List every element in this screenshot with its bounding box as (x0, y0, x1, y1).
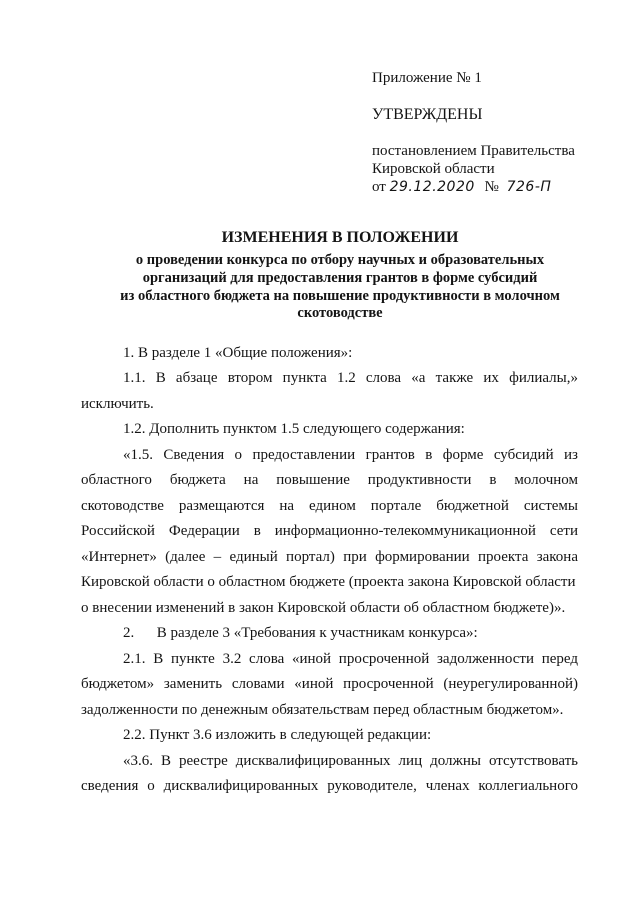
body-line-1: 1. В разделе 1 «Общие положения»: (123, 345, 353, 361)
body-line-18: сведения о дисквалифицированных руководителе, членах коллегиального (81, 778, 578, 794)
body-line-13: 2.1. В пункте 3.2 слова «иной просроченной задолженности перед (123, 651, 578, 667)
decree-date-line (372, 177, 551, 197)
body-line-3: исключить. (81, 396, 154, 412)
body-line-5: «1.5. Сведения о предоставлении грантов в форме субсидий из (123, 447, 578, 463)
subtitle-line-1: о проведении конкурса по отбору научных и образовательных (135, 252, 545, 268)
body-line-11: о внесении изменений в закон Кировской области об областном бюджете)». (81, 600, 566, 616)
body-line-12: 2. В разделе 3 «Требования к участникам конкурса»: (123, 625, 478, 641)
subtitle-line-4: скотоводстве (297, 305, 383, 321)
body-line-8: Российской Федерации в информационно-телекоммуникационной сети (81, 523, 578, 539)
body-line-6: областного бюджета на повышение продуктивности в молочном (81, 472, 578, 488)
body-line-9: «Интернет» (далее – единый портал) при формировании проекта закона (81, 549, 578, 565)
number-prefix: № (484, 179, 499, 195)
body-line-17: «3.6. В реестре дисквалифицированных лиц должны отсутствовать (123, 753, 578, 769)
document-title: ИЗМЕНЕНИЯ В ПОЛОЖЕНИИ (221, 229, 459, 246)
body-line-14: бюджетом» заменить словами «иной просроченной (неурегулированной) (81, 676, 578, 692)
body-line-10: Кировской области о областном бюджете (проекта закона Кировской области (81, 574, 576, 590)
body-line-2: 1.1. В абзаце втором пункта 1.2 слова «а также их филиалы,» (123, 370, 578, 386)
decree-line-1: постановлением Правительства (372, 143, 575, 159)
date-value: 29.12.2020 (389, 179, 475, 195)
body-line-7: скотоводстве размещаются на едином портале бюджетной системы (81, 498, 578, 514)
approved-label: УТВЕРЖДЕНЫ (372, 106, 483, 123)
body-line-16: 2.2. Пункт 3.6 изложить в следующей редакции: (123, 727, 432, 743)
number-value: 726-П (506, 179, 552, 195)
body-line-4: 1.2. Дополнить пунктом 1.5 следующего содержания: (123, 421, 465, 437)
body-line-15: задолженности по денежным обязательствам перед областным бюджетом». (81, 702, 564, 718)
appendix-label: Приложение № 1 (372, 70, 482, 86)
subtitle-line-2: организаций для предоставления грантов в форме субсидий (142, 270, 538, 286)
decree-line-2: Кировской области (372, 161, 495, 177)
subtitle-line-3: из областного бюджета на повышение продуктивности в молочном (120, 288, 560, 304)
date-prefix: от (372, 179, 386, 195)
